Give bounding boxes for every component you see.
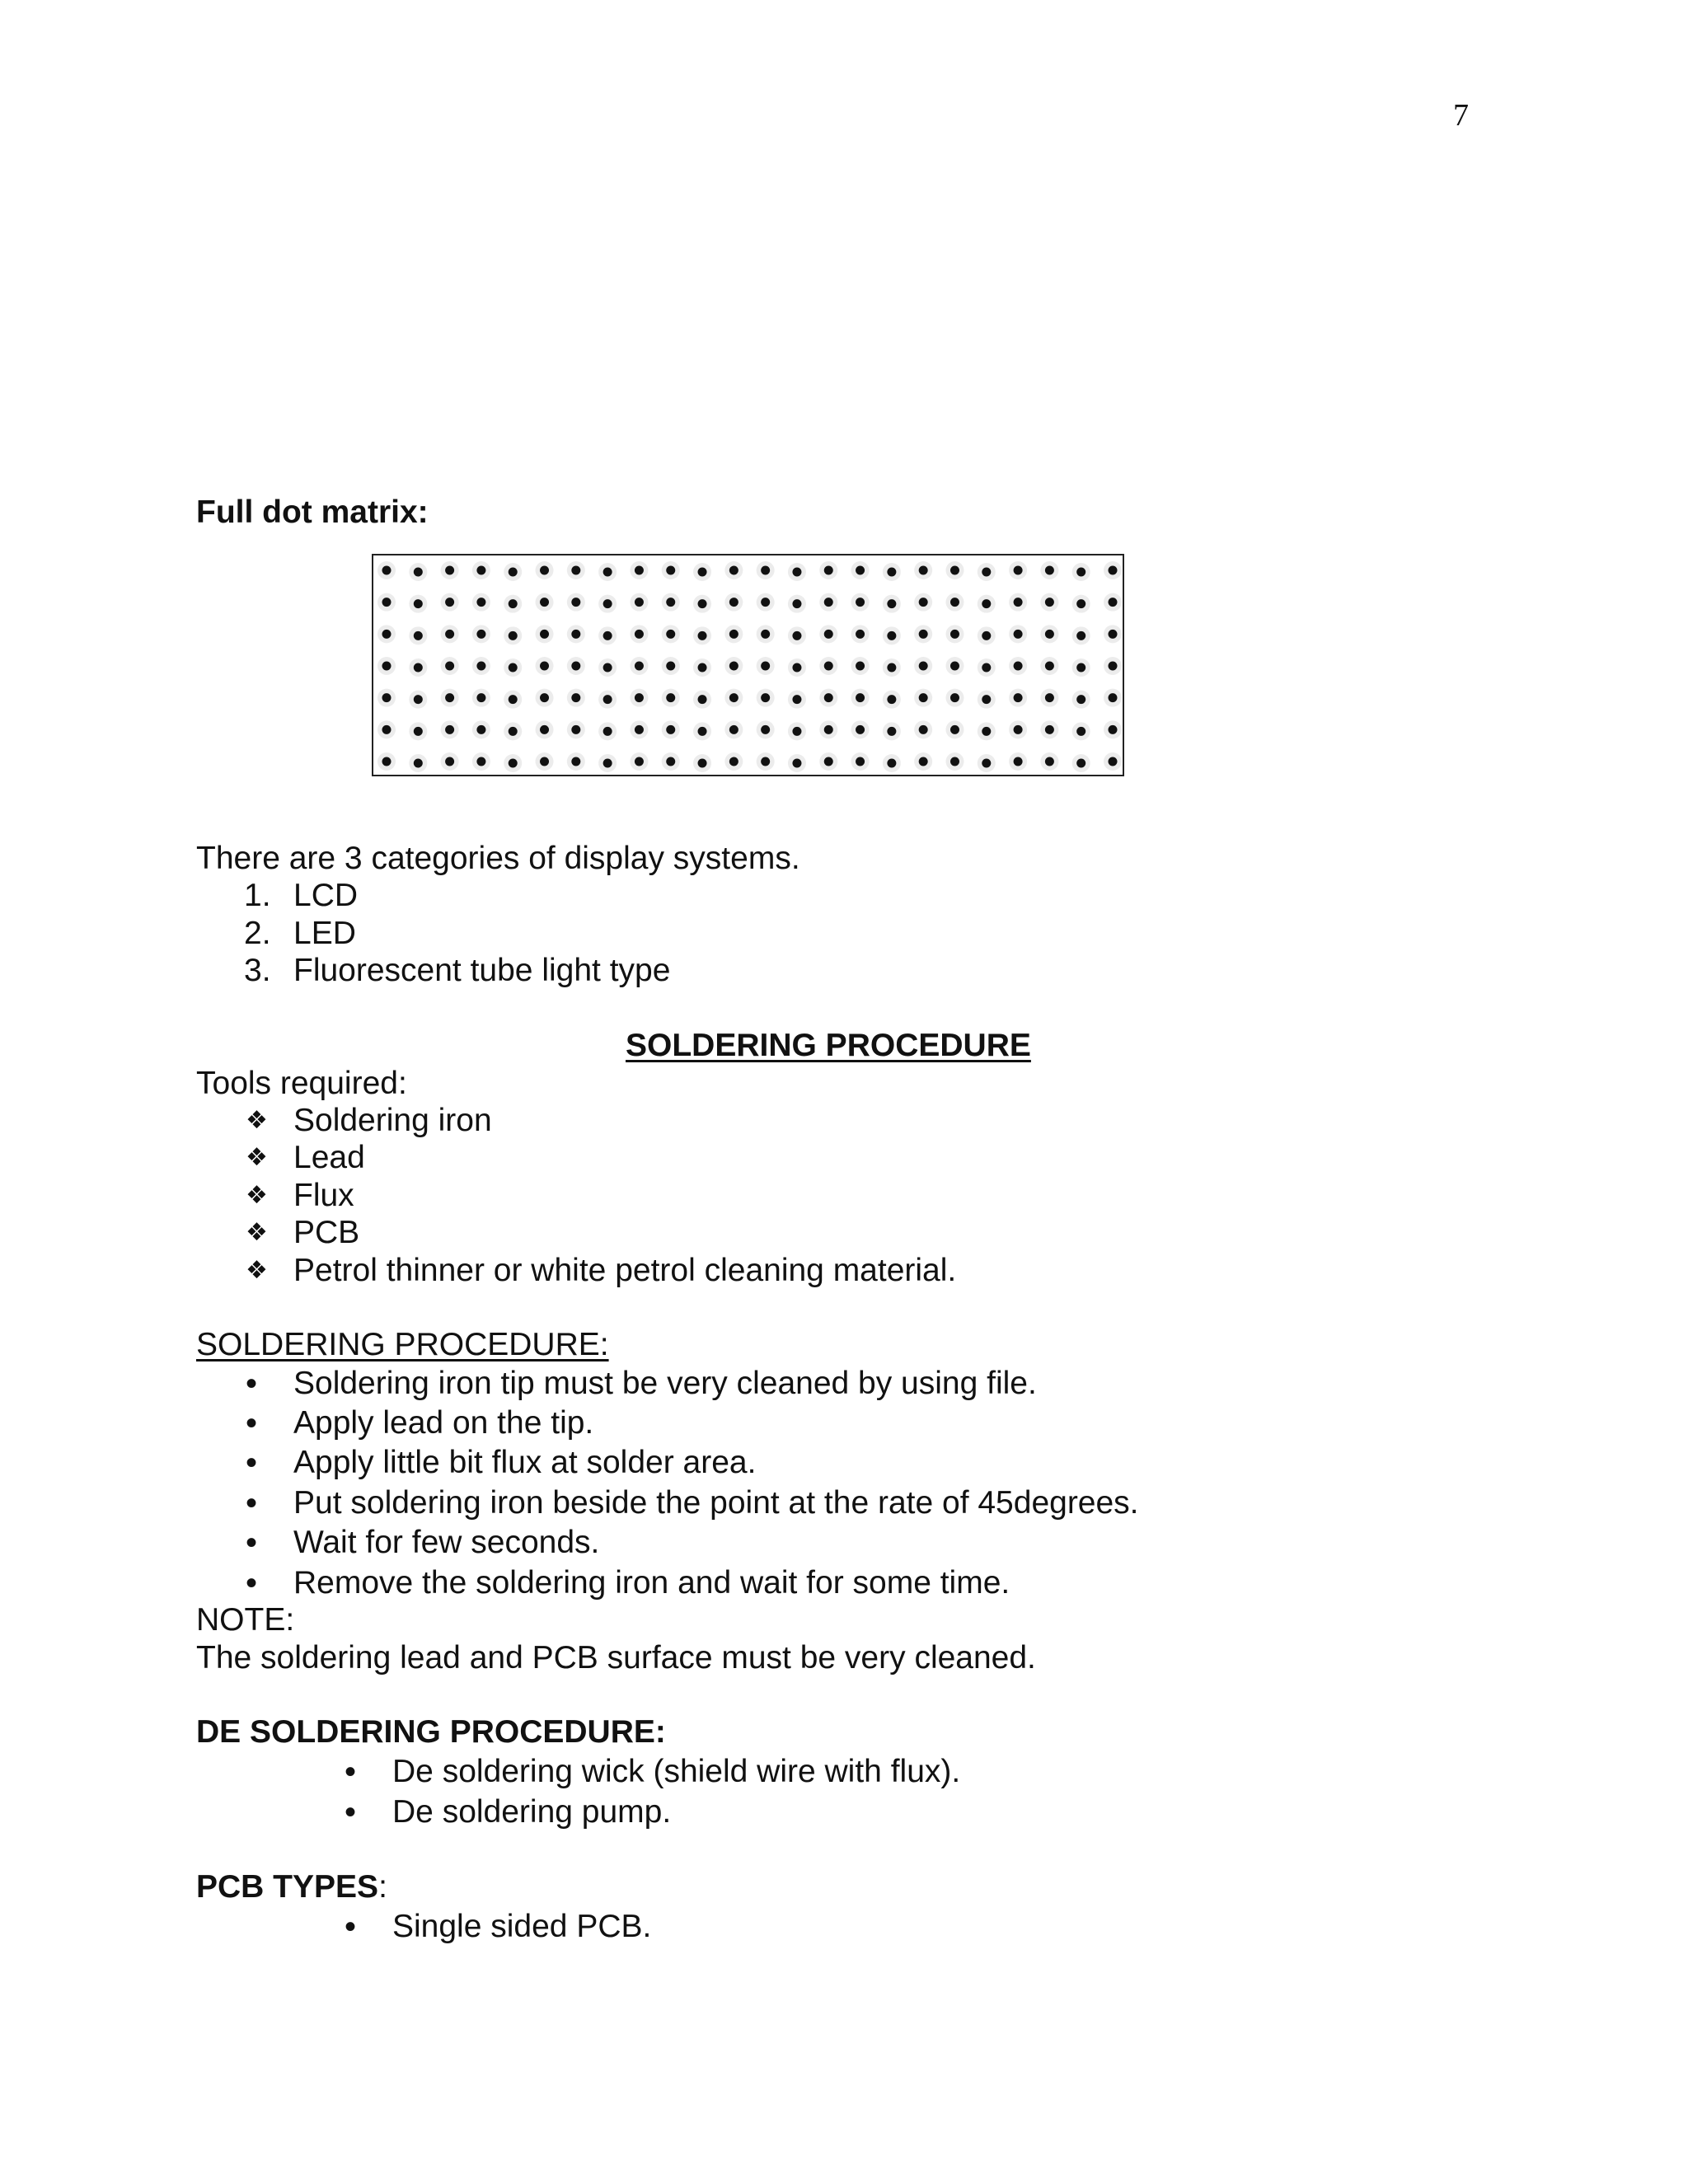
matrix-dot: [761, 693, 770, 702]
matrix-dot: [571, 757, 580, 766]
matrix-dot: [729, 693, 738, 702]
matrix-dot: [729, 630, 738, 639]
matrix-dot: [856, 630, 865, 639]
matrix-dot: [445, 662, 454, 671]
matrix-dot: [824, 598, 833, 607]
matrix-dot: [1109, 662, 1118, 671]
matrix-dot: [792, 727, 801, 736]
procedure-step: Apply little bit flux at solder area.: [293, 1445, 757, 1480]
matrix-dot: [571, 566, 580, 575]
matrix-dot: [824, 566, 833, 575]
tool-item: Lead: [293, 1140, 365, 1175]
matrix-dot: [382, 662, 392, 671]
matrix-dot: [603, 727, 612, 736]
matrix-dot: [1014, 566, 1023, 575]
matrix-dot: [1045, 598, 1054, 607]
matrix-dot: [950, 757, 959, 766]
matrix-dot: [824, 757, 833, 766]
matrix-dot: [1014, 693, 1023, 702]
matrix-dot: [382, 725, 392, 734]
matrix-dot: [698, 568, 707, 577]
matrix-dot: [509, 568, 518, 577]
matrix-dot: [1045, 662, 1054, 671]
bullet-icon: •: [345, 1794, 357, 1830]
matrix-dot: [571, 725, 580, 734]
procedure-step: Wait for few seconds.: [293, 1525, 600, 1560]
matrix-dot: [382, 566, 392, 575]
list-item: LCD: [293, 878, 359, 913]
matrix-dot: [887, 759, 896, 768]
list-number: 2.: [244, 916, 271, 951]
matrix-dot: [982, 599, 991, 608]
matrix-dot: [887, 631, 896, 640]
tool-item: Flux: [293, 1178, 354, 1213]
matrix-dot: [761, 566, 770, 575]
matrix-dot: [666, 598, 675, 607]
matrix-dot: [950, 693, 959, 702]
matrix-dot: [1076, 568, 1085, 577]
matrix-dot: [540, 693, 549, 702]
matrix-dot: [635, 630, 644, 639]
matrix-dot: [887, 568, 896, 577]
matrix-dot: [1109, 693, 1118, 702]
matrix-dot: [476, 757, 485, 766]
matrix-dot: [635, 566, 644, 575]
matrix-dot: [666, 693, 675, 702]
bullet-icon: •: [246, 1366, 258, 1402]
matrix-dot: [540, 630, 549, 639]
pcb-types-heading: PCB TYPES: [196, 1869, 379, 1905]
matrix-dot: [982, 663, 991, 673]
procedure-step: Remove the soldering iron and wait for some time.: [293, 1565, 1010, 1601]
matrix-dot: [476, 598, 485, 607]
matrix-dot: [761, 598, 770, 607]
matrix-dot: [856, 566, 865, 575]
matrix-dot: [1076, 631, 1085, 640]
matrix-dot: [445, 630, 454, 639]
matrix-dot: [476, 693, 485, 702]
matrix-dot: [445, 725, 454, 734]
matrix-dot: [414, 663, 423, 673]
matrix-dot: [1109, 725, 1118, 734]
matrix-dot: [761, 630, 770, 639]
matrix-dot: [982, 759, 991, 768]
procedure-label: SOLDERING PROCEDURE:: [196, 1327, 609, 1362]
matrix-dot: [1076, 599, 1085, 608]
matrix-dot: [540, 566, 549, 575]
matrix-dot: [950, 598, 959, 607]
dot-matrix-figure: [372, 554, 1124, 776]
desoldering-heading: DE SOLDERING PROCEDURE:: [196, 1714, 666, 1750]
matrix-dot: [919, 757, 928, 766]
matrix-dot: [382, 757, 392, 766]
matrix-dot: [540, 598, 549, 607]
matrix-dot: [1045, 725, 1054, 734]
matrix-dot: [698, 695, 707, 704]
matrix-dot: [476, 566, 485, 575]
matrix-dot: [603, 759, 612, 768]
pcb-type-item: Single sided PCB.: [392, 1909, 652, 1944]
page-number: 7: [1453, 98, 1469, 133]
diamond-bullet-icon: ❖: [246, 1107, 268, 1134]
matrix-dot: [982, 568, 991, 577]
matrix-dot: [666, 662, 675, 671]
matrix-dot: [635, 725, 644, 734]
matrix-dot: [792, 631, 801, 640]
matrix-dot: [950, 566, 959, 575]
matrix-dot: [445, 598, 454, 607]
matrix-dot: [509, 727, 518, 736]
matrix-dot: [1076, 727, 1085, 736]
matrix-dot: [445, 693, 454, 702]
tool-item: PCB: [293, 1215, 360, 1250]
matrix-dot: [856, 757, 865, 766]
matrix-dot: [414, 568, 423, 577]
matrix-dot: [824, 630, 833, 639]
matrix-dot: [666, 757, 675, 766]
matrix-dot: [982, 727, 991, 736]
matrix-dot: [919, 598, 928, 607]
matrix-dot: [603, 631, 612, 640]
bullet-icon: •: [246, 1485, 258, 1521]
list-item: LED: [293, 916, 356, 951]
matrix-dot: [635, 598, 644, 607]
matrix-dot: [603, 695, 612, 704]
matrix-dot: [982, 631, 991, 640]
procedure-step: Soldering iron tip must be very cleaned by using file.: [293, 1366, 1037, 1401]
matrix-dot: [729, 725, 738, 734]
matrix-dot: [824, 693, 833, 702]
matrix-dot: [887, 663, 896, 673]
matrix-dot: [414, 695, 423, 704]
note-text: The soldering lead and PCB surface must be very cleaned.: [196, 1640, 1036, 1675]
matrix-dot: [445, 566, 454, 575]
matrix-dot: [1014, 725, 1023, 734]
bullet-icon: •: [246, 1405, 258, 1441]
matrix-dot: [414, 599, 423, 608]
matrix-dot: [509, 663, 518, 673]
diamond-bullet-icon: ❖: [246, 1144, 268, 1171]
matrix-dot: [382, 693, 392, 702]
dot-matrix-grid: [373, 555, 1126, 778]
matrix-dot: [729, 662, 738, 671]
matrix-dot: [1045, 757, 1054, 766]
matrix-dot: [887, 727, 896, 736]
matrix-dot: [856, 598, 865, 607]
matrix-dot: [919, 630, 928, 639]
matrix-dot: [856, 662, 865, 671]
matrix-dot: [824, 662, 833, 671]
matrix-dot: [635, 693, 644, 702]
matrix-dot: [603, 599, 612, 608]
diamond-bullet-icon: ❖: [246, 1219, 268, 1246]
matrix-dot: [414, 631, 423, 640]
matrix-dot: [761, 662, 770, 671]
dot-matrix-heading: Full dot matrix:: [196, 494, 429, 530]
matrix-dot: [476, 725, 485, 734]
matrix-dot: [1045, 566, 1054, 575]
matrix-dot: [919, 566, 928, 575]
matrix-dot: [445, 757, 454, 766]
matrix-dot: [603, 663, 612, 673]
matrix-dot: [729, 566, 738, 575]
bullet-icon: •: [345, 1754, 357, 1790]
matrix-dot: [887, 695, 896, 704]
desoldering-item: De soldering wick (shield wire with flux).: [392, 1754, 961, 1789]
matrix-dot: [540, 662, 549, 671]
note-label: NOTE:: [196, 1602, 295, 1638]
matrix-dot: [1045, 630, 1054, 639]
matrix-dot: [603, 568, 612, 577]
matrix-dot: [571, 693, 580, 702]
procedure-step: Put soldering iron beside the point at the rate of 45degrees.: [293, 1485, 1139, 1521]
matrix-dot: [666, 630, 675, 639]
list-number: 3.: [244, 953, 271, 988]
matrix-dot: [509, 599, 518, 608]
matrix-dot: [571, 598, 580, 607]
matrix-dot: [635, 757, 644, 766]
matrix-dot: [571, 630, 580, 639]
diamond-bullet-icon: ❖: [246, 1257, 268, 1284]
bullet-icon: •: [246, 1525, 258, 1561]
matrix-dot: [1109, 757, 1118, 766]
matrix-dot: [1014, 757, 1023, 766]
matrix-dot: [571, 662, 580, 671]
list-item: Fluorescent tube light type: [293, 953, 671, 988]
bullet-icon: •: [345, 1909, 357, 1945]
matrix-dot: [982, 695, 991, 704]
list-number: 1.: [244, 878, 271, 913]
matrix-dot: [950, 725, 959, 734]
matrix-dot: [698, 631, 707, 640]
matrix-dot: [1014, 630, 1023, 639]
matrix-dot: [476, 630, 485, 639]
matrix-dot: [509, 631, 518, 640]
matrix-dot: [792, 599, 801, 608]
matrix-dot: [540, 757, 549, 766]
matrix-dot: [509, 759, 518, 768]
display-systems-intro: There are 3 categories of display systems.: [196, 841, 800, 876]
diamond-bullet-icon: ❖: [246, 1182, 268, 1209]
tool-item: Soldering iron: [293, 1103, 492, 1138]
matrix-dot: [856, 693, 865, 702]
matrix-dot: [919, 662, 928, 671]
matrix-dot: [1109, 630, 1118, 639]
section-title: SOLDERING PROCEDURE: [626, 1028, 1031, 1063]
matrix-dot: [919, 693, 928, 702]
matrix-dot: [1076, 663, 1085, 673]
procedure-step: Apply lead on the tip.: [293, 1405, 594, 1441]
matrix-dot: [476, 662, 485, 671]
matrix-dot: [792, 759, 801, 768]
matrix-dot: [824, 725, 833, 734]
matrix-dot: [950, 630, 959, 639]
matrix-dot: [382, 630, 392, 639]
matrix-dot: [1014, 662, 1023, 671]
matrix-dot: [1109, 598, 1118, 607]
desoldering-item: De soldering pump.: [392, 1794, 672, 1830]
pcb-types-heading-line: [196, 1868, 387, 1906]
matrix-dot: [729, 598, 738, 607]
matrix-dot: [1109, 566, 1118, 575]
matrix-dot: [1076, 759, 1085, 768]
pcb-types-colon: :: [378, 1869, 387, 1905]
matrix-dot: [950, 662, 959, 671]
matrix-dot: [1045, 693, 1054, 702]
matrix-dot: [729, 757, 738, 766]
matrix-dot: [666, 566, 675, 575]
matrix-dot: [761, 757, 770, 766]
matrix-dot: [382, 598, 392, 607]
matrix-dot: [761, 725, 770, 734]
tool-item: Petrol thinner or white petrol cleaning material.: [293, 1253, 957, 1288]
tools-label: Tools required:: [196, 1066, 407, 1101]
matrix-dot: [1076, 695, 1085, 704]
bullet-icon: •: [246, 1565, 258, 1601]
matrix-dot: [792, 663, 801, 673]
matrix-dot: [698, 599, 707, 608]
matrix-dot: [792, 568, 801, 577]
matrix-dot: [698, 727, 707, 736]
matrix-dot: [919, 725, 928, 734]
matrix-dot: [792, 695, 801, 704]
matrix-dot: [698, 759, 707, 768]
matrix-dot: [540, 725, 549, 734]
bullet-icon: •: [246, 1445, 258, 1481]
matrix-dot: [509, 695, 518, 704]
matrix-dot: [887, 599, 896, 608]
matrix-dot: [414, 727, 423, 736]
matrix-dot: [635, 662, 644, 671]
matrix-dot: [856, 725, 865, 734]
matrix-dot: [698, 663, 707, 673]
matrix-dot: [666, 725, 675, 734]
matrix-dot: [1014, 598, 1023, 607]
matrix-dot: [414, 759, 423, 768]
